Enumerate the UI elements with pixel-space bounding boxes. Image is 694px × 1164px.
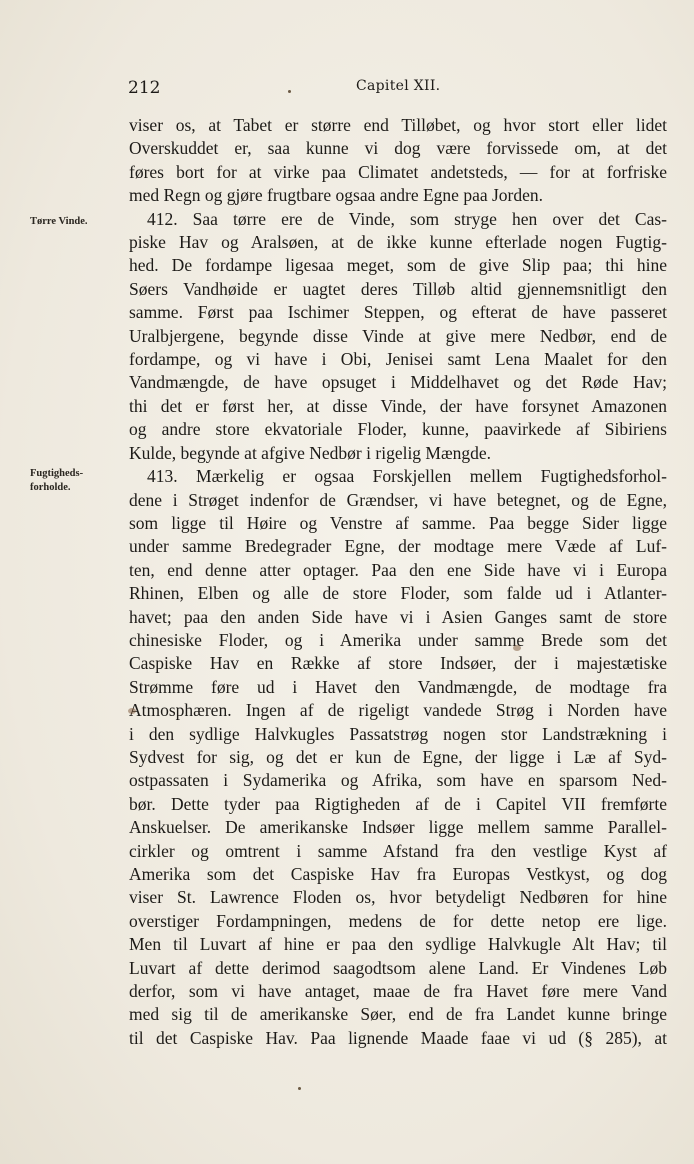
text-line: Strømme føre ud i Havet den Vandmængde, de modtage fra — [129, 676, 667, 697]
text-line: 413. Mærkelig er ogsaa Forskjellen mellem Fugtighedsforhol- — [147, 466, 667, 487]
text-line: viser St. Lawrence Floden os, hvor betydeligt Nedbøren for hine — [129, 887, 667, 908]
text-line: som ligge til Høire og Venstre af samme. Paa begge Sider ligge — [129, 512, 667, 533]
text-line: til det Caspiske Hav. Paa lignende Maade faae vi ud (§ 285), at — [129, 1027, 667, 1048]
text-line: i den sydlige Halvkugles Passatstrøg nogen stor Landstrækning i — [129, 723, 667, 744]
text-line: med Regn og gjøre frugtbare ogsaa andre Egne paa Jorden. — [129, 185, 544, 206]
text-line: med sig til de amerikanske Søer, end de fra Landet kunne bringe — [129, 1004, 667, 1025]
page-number: 212 — [128, 78, 161, 98]
text-line: Uralbjergene, begynde disse Vinde at give mere Nedbør, end de — [129, 325, 667, 346]
margin-note-humidity: Fugtigheds- forholde. — [30, 468, 84, 493]
text-line: Amerika som det Caspiske Hav fra Europas Vestkyst, og dog — [129, 864, 667, 884]
margin-note-dry-winds: Tørre Vinde. — [30, 216, 88, 227]
running-head: Capitel XII. — [356, 78, 441, 94]
text-line: chinesiske Floder, og i Amerika under samme Brede som det — [129, 629, 667, 650]
text-line: Luvart af dette derimod saagodtsom alene Land. Er Vindenes Løb — [129, 957, 667, 978]
page-header — [128, 78, 668, 102]
text-line: viser os, at Tabet er større end Tilløbet, og hvor stort eller lidet — [129, 115, 667, 135]
ink-blot — [513, 645, 521, 651]
text-line: føres bort for at virke paa Climatet andetsteds, — for at forfriske — [129, 161, 667, 182]
text-line: havet; paa den anden Side have vi i Asien Ganges samt de store — [129, 606, 667, 627]
text-line: piske Hav og Aralsøen, at de ikke kunne efterlade nogen Fugtig- — [129, 232, 667, 253]
text-line: Caspiske Hav en Række af store Indsøer, der i majestætiske — [129, 653, 667, 674]
text-line: under samme Bredegrader Egne, der modtage mere Væde af Luf- — [129, 536, 667, 557]
text-line: ten, end denne atter optager. Paa den ene Side have vi i Europa — [129, 559, 667, 580]
text-line: dene i Strøget indenfor de Grændser, vi have betegnet, og de Egne, — [129, 489, 667, 510]
text-line: Vandmængde, de have opsuget i Middelhavet og det Røde Hav; — [129, 372, 667, 393]
text-line: Søers Vandhøide er uagtet deres Tilløb altid gjennemsnitligt den — [129, 278, 667, 299]
paper-speck — [288, 90, 291, 93]
text-line: Sydvest for sig, og det er kun de Egne, der ligge i Læ af Syd- — [129, 746, 667, 767]
text-line: Men til Luvart af hine er paa den sydlige Halvkugle Alt Hav; til — [129, 934, 667, 955]
text-line: og andre store ekvatoriale Floder, kunne, paavirkede af Sibiriens — [129, 419, 667, 440]
text-line: ostpassaten i Sydamerika og Afrika, som have en sparsom Ned- — [129, 770, 667, 791]
text-line: Overskuddet er, saa kunne vi dog være forvissede om, at det — [129, 138, 667, 159]
text-line: fordampe, og vi have i Obi, Jenisei samt Lena Maalet for den — [129, 349, 667, 370]
paper-speck — [298, 1087, 301, 1090]
text-line: hed. De fordampe ligesaa meget, som de give Slip paa; thi hine — [129, 255, 667, 276]
text-line: Kulde, begynde at afgive Nedbør i rigelig Mængde. — [129, 442, 492, 463]
text-line: bør. Dette tyder paa Rigtigheden af de i Capitel VII fremførte — [129, 793, 667, 814]
text-line: Anskuelser. De amerikanske Indsøer ligge mellem samme Parallel- — [129, 817, 667, 838]
text-line: thi det er først her, at disse Vinde, der have forsynet Amazonen — [129, 395, 667, 416]
text-line: cirkler og omtrent i samme Afstand fra den vestlige Kyst af — [129, 840, 667, 861]
text-line: derfor, som vi have antaget, maae de fra Havet føre mere Vand — [129, 981, 667, 1002]
text-line: 412. Saa tørre ere de Vinde, som stryge hen over det Cas- — [147, 208, 667, 229]
text-line: samme. Først paa Ischimer Steppen, og efterat de have passeret — [129, 302, 667, 323]
body-text — [129, 114, 667, 1050]
text-line: Atmosphæren. Ingen af de rigeligt vandede Strøg i Norden have — [129, 700, 667, 721]
text-line: Rhinen, Elben og alle de store Floder, som falde ud i Atlanter- — [129, 583, 667, 604]
text-line: overstiger Fordampningen, medens de for dette netop ere lige. — [129, 910, 667, 931]
ink-blot — [128, 708, 136, 714]
